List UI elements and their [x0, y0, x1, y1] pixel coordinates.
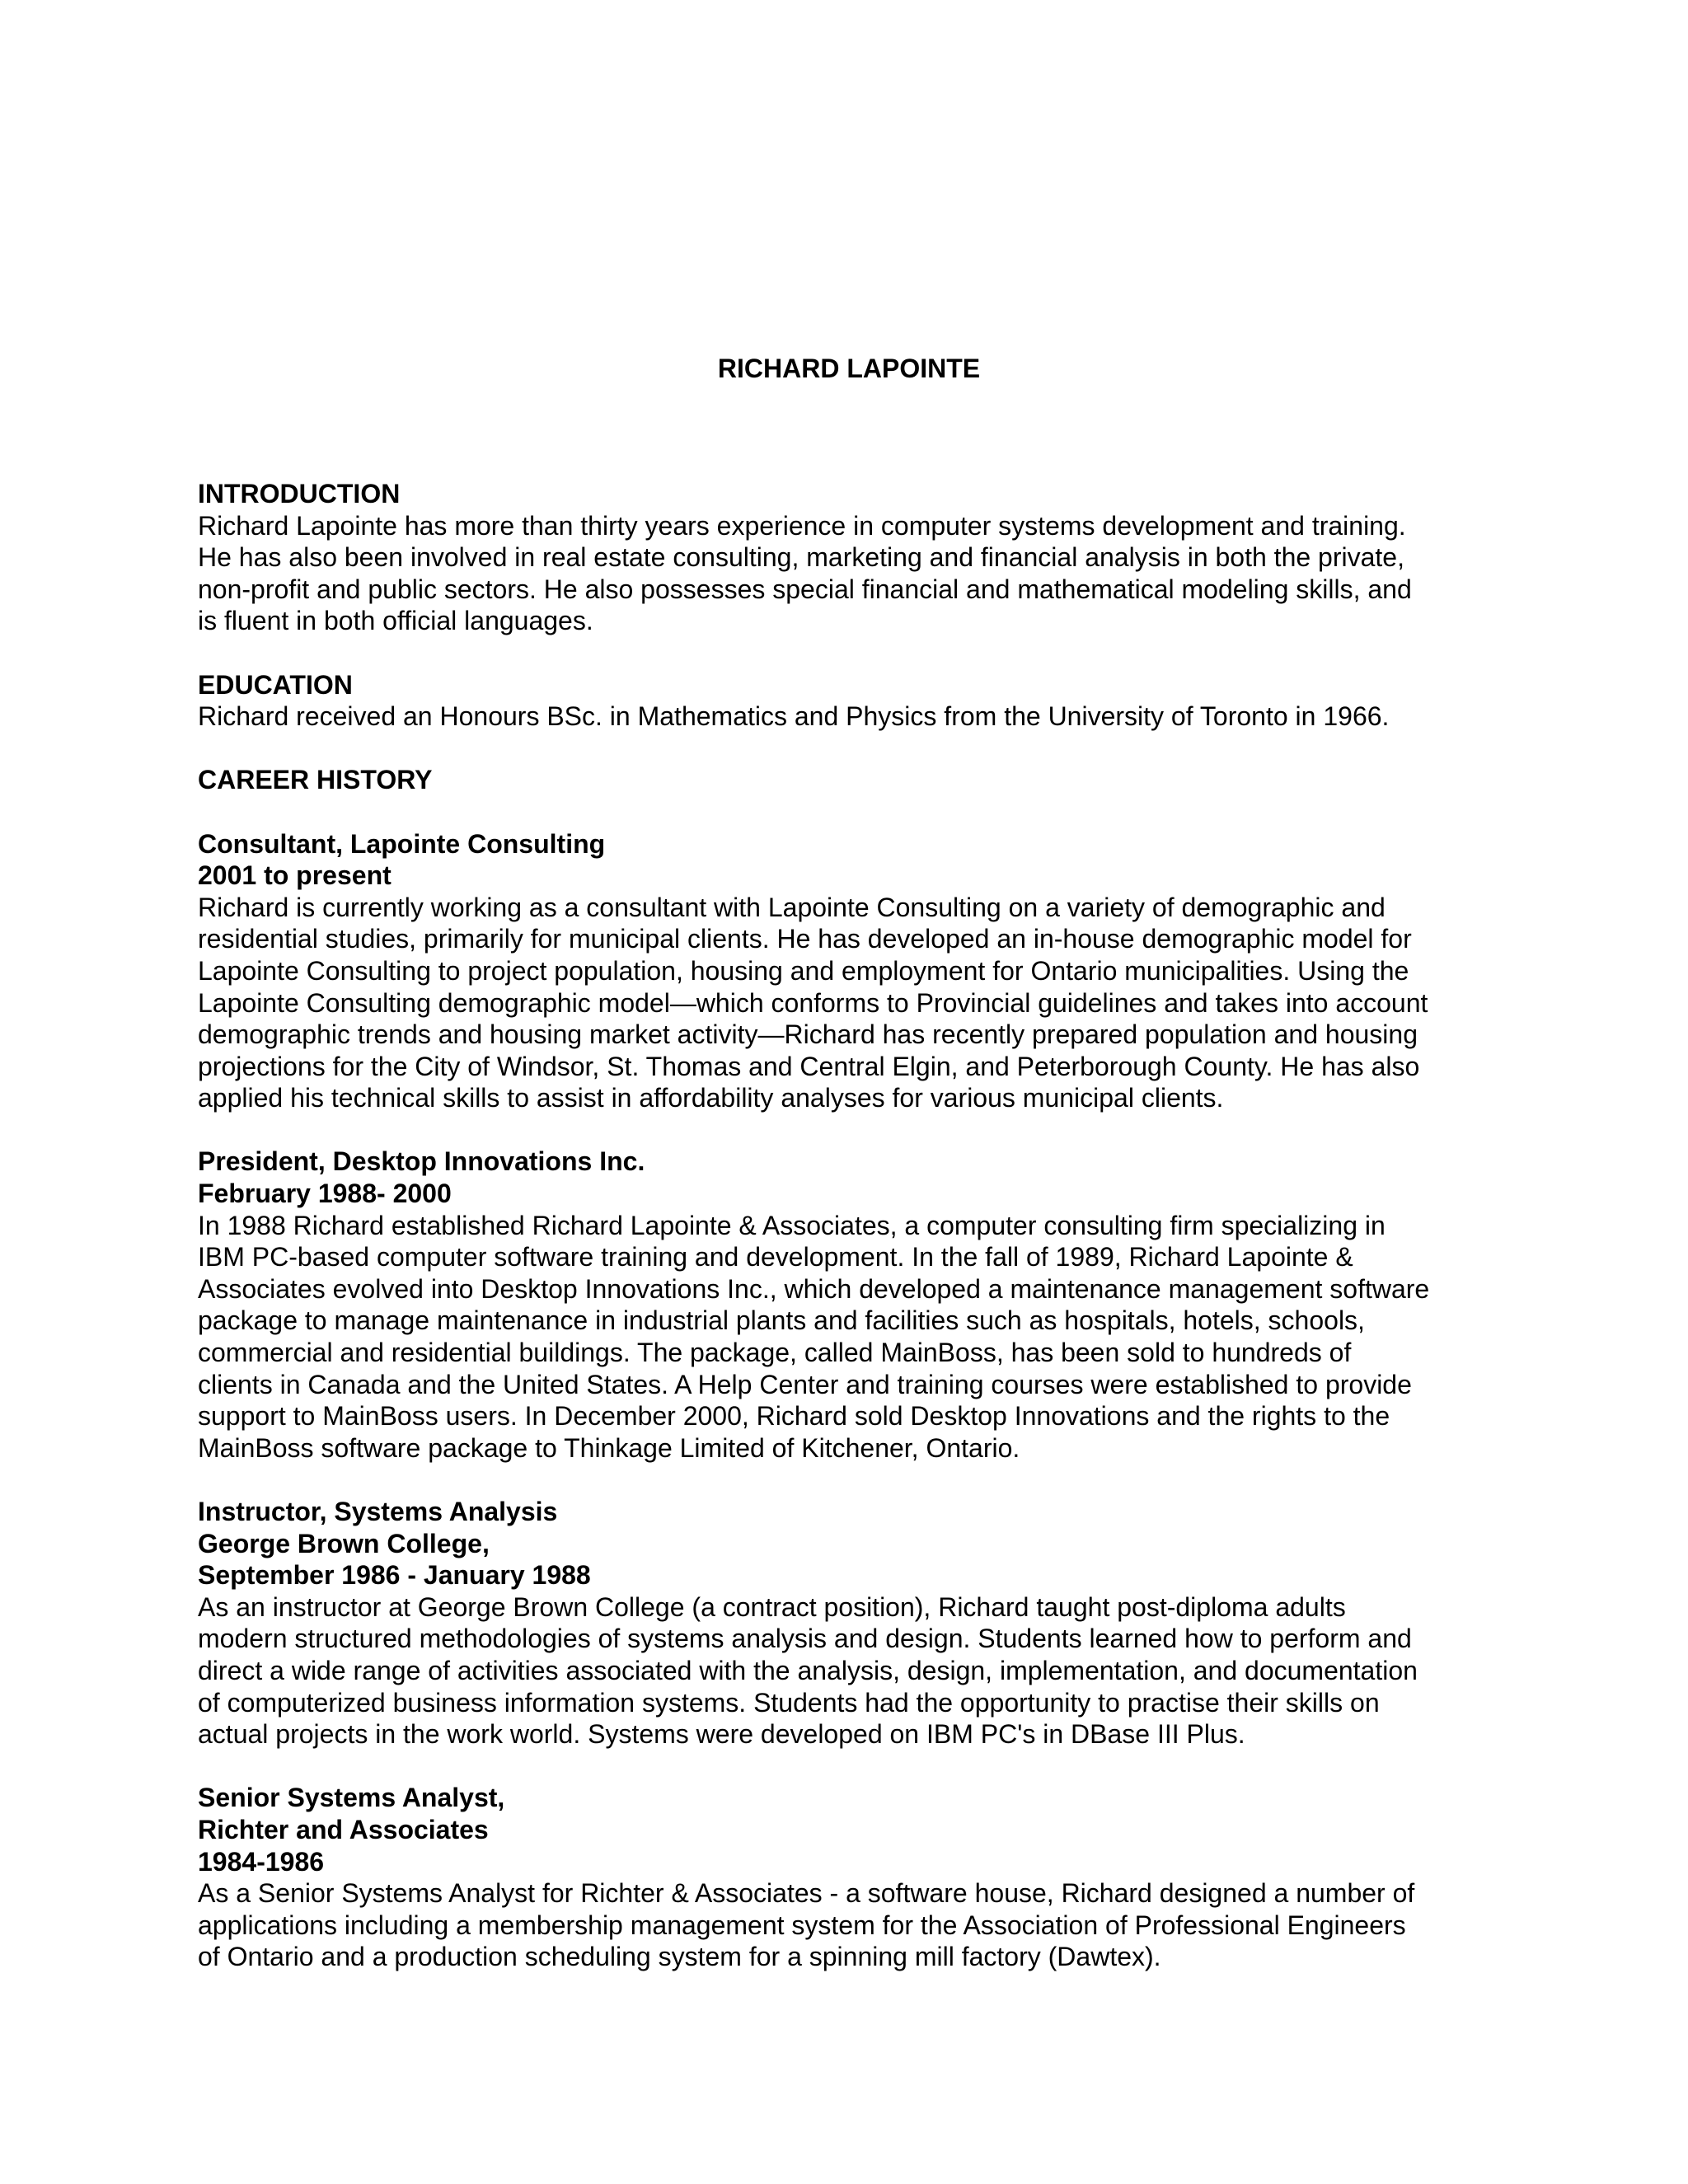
- job-title: President, Desktop Innovations Inc.: [198, 1146, 645, 1177]
- resume-content: [198, 478, 1500, 2005]
- introduction-section: [198, 478, 1500, 637]
- job-description: [198, 1591, 1500, 1750]
- job-description: [198, 892, 1500, 1114]
- job-title: Instructor, Systems Analysis: [198, 1497, 558, 1526]
- job-description-line: Richard is currently working as a consultant with Lapointe Consulting on a variety of demographic and: [198, 892, 1386, 922]
- job-description-line: applications including a membership management system for the Association of Professional Engineers: [198, 1910, 1406, 1940]
- job-dates: 1984-1986: [198, 1846, 325, 1877]
- job-description-line: Lapointe Consulting demographic model—which conforms to Provincial guidelines and takes into account: [198, 987, 1428, 1018]
- introduction-line: He has also been involved in real estate consulting, marketing and financial analysis in both the private,: [198, 542, 1404, 573]
- introduction-heading: INTRODUCTION: [198, 479, 401, 509]
- job-description-line: of computerized business information systems. Students had the opportunity to practise their skills on: [198, 1687, 1380, 1718]
- education-section: [198, 669, 1500, 733]
- job-description-line: actual projects in the work world. Systems were developed on IBM PC's in DBase III Plus.: [198, 1719, 1245, 1750]
- job-dates: 2001 to present: [198, 860, 392, 891]
- job-description-line: demographic trends and housing market activity—Richard has recently prepared population and housing: [198, 1019, 1418, 1050]
- resume-page: [198, 0, 1500, 2184]
- job-description-line: residential studies, primarily for municipal clients. He has developed an in-house demographic model for: [198, 924, 1412, 954]
- career-history-section: [198, 764, 1500, 1973]
- page-title: RICHARD LAPOINTE: [717, 354, 981, 383]
- job-description-line: applied his technical skills to assist in affordability analyses for various municipal clients.: [198, 1083, 1224, 1113]
- job-description-line: modern structured methodologies of systems analysis and design. Students learned how to perform and: [198, 1624, 1412, 1654]
- job-description-line: As an instructor at George Brown College (a contract position), Richard taught post-diploma adults: [198, 1591, 1346, 1622]
- career-history-heading: CAREER HISTORY: [198, 765, 433, 795]
- education-line: Richard received an Honours BSc. in Mathematics and Physics from the University of Toronto in 1966.: [198, 701, 1390, 732]
- job-description-line: direct a wide range of activities associated with the analysis, design, implementation, and documentation: [198, 1655, 1418, 1685]
- job-description-line: clients in Canada and the United States. A Help Center and training courses were established to provide: [198, 1369, 1412, 1399]
- job-description-line: IBM PC-based computer software training and development. In the fall of 1989, Richard Lapointe &: [198, 1242, 1353, 1272]
- job-entry-richter: [198, 1782, 1500, 1973]
- job-title: Consultant, Lapointe Consulting: [198, 828, 606, 859]
- job-entry-desktop-innovations: [198, 1146, 1500, 1464]
- job-employer: George Brown College,: [198, 1528, 490, 1558]
- introduction-line: non-profit and public sectors. He also possesses special financial and mathematical modeling skills, and: [198, 574, 1412, 604]
- job-description-line: MainBoss software package to Thinkage Limited of Kitchener, Ontario.: [198, 1432, 1020, 1463]
- job-description-line: Lapointe Consulting to project population, housing and employment for Ontario municipalities. Using the: [198, 955, 1409, 986]
- job-employer: Richter and Associates: [198, 1814, 489, 1844]
- introduction-line: is fluent in both official languages.: [198, 606, 593, 636]
- introduction-text: [198, 510, 1500, 637]
- job-description-line: In 1988 Richard established Richard Lapointe & Associates, a computer consulting firm specializing in: [198, 1210, 1386, 1240]
- job-description-line: projections for the City of Windsor, St. Thomas and Central Elgin, and Peterborough County. He has also: [198, 1051, 1420, 1081]
- job-description: [198, 1877, 1500, 1973]
- job-description-line: package to manage maintenance in industrial plants and facilities such as hospitals, hotels, schools,: [198, 1305, 1365, 1336]
- introduction-line: Richard Lapointe has more than thirty years experience in computer systems development and training.: [198, 510, 1406, 541]
- job-entry-lapointe-consulting: [198, 828, 1500, 1114]
- job-title: Senior Systems Analyst,: [198, 1783, 505, 1813]
- education-heading: EDUCATION: [198, 669, 353, 700]
- job-description-line: commercial and residential buildings. The package, called MainBoss, has been sold to hundreds of: [198, 1338, 1352, 1368]
- job-dates: September 1986 - January 1988: [198, 1560, 591, 1591]
- job-description-line: of Ontario and a production scheduling system for a spinning mill factory (Dawtex).: [198, 1942, 1161, 1972]
- job-description-line: As a Senior Systems Analyst for Richter & Associates - a software house, Richard designed a number of: [198, 1878, 1415, 1909]
- job-dates: February 1988- 2000: [198, 1179, 452, 1209]
- job-description-line: support to MainBoss users. In December 2000, Richard sold Desktop Innovations and the rights to the: [198, 1401, 1390, 1432]
- job-description-line: Associates evolved into Desktop Innovations Inc., which developed a maintenance management software: [198, 1273, 1430, 1304]
- job-description: [198, 1210, 1500, 1465]
- education-text: [198, 701, 1500, 733]
- job-entry-george-brown: [198, 1496, 1500, 1750]
